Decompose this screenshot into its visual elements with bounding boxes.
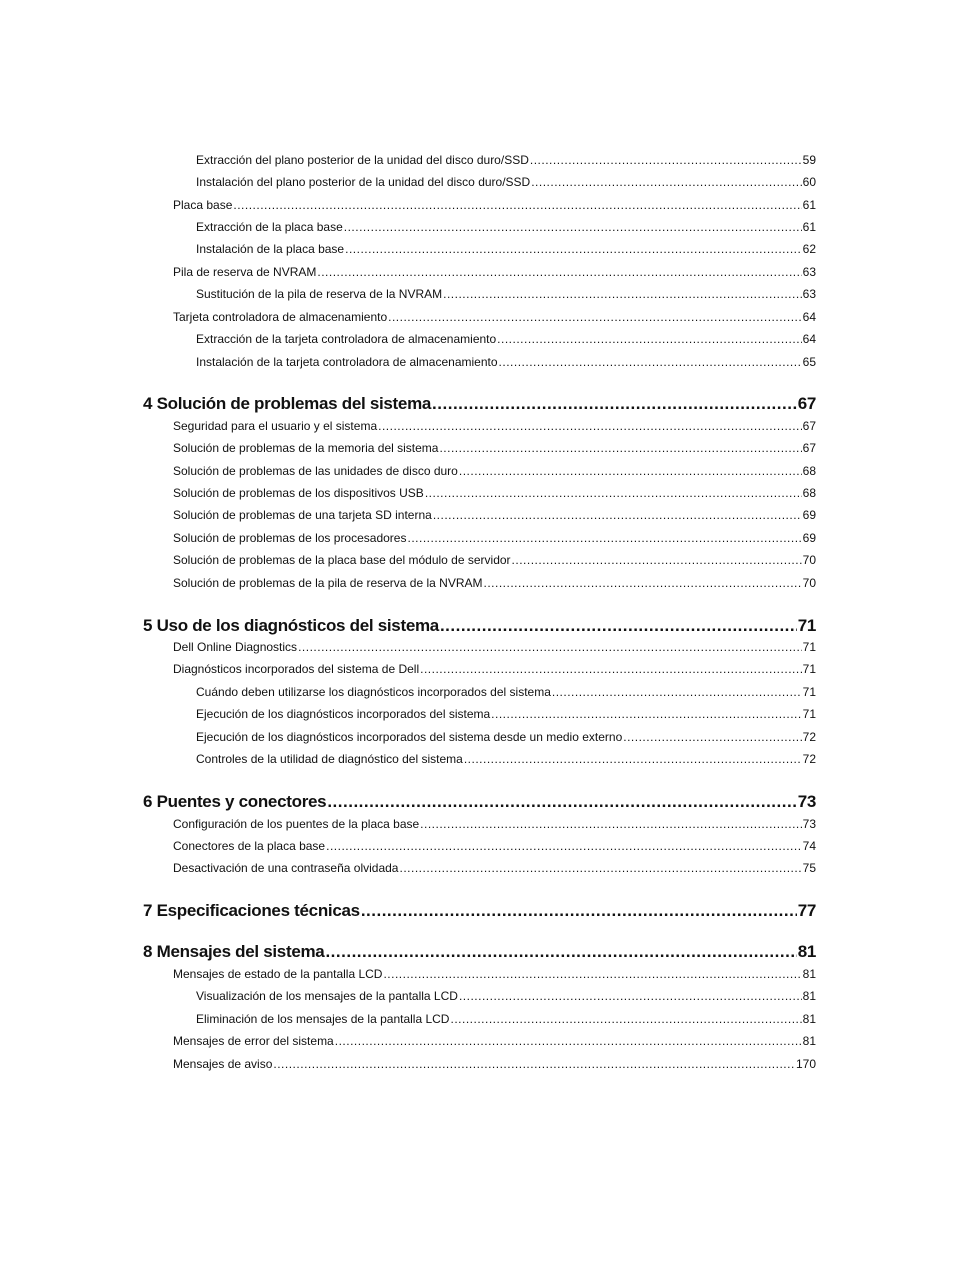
dot-leader — [531, 175, 801, 189]
toc-entry-page-number: 67 — [802, 419, 816, 433]
toc-entry-page-number: 81 — [802, 989, 816, 1003]
toc-entry-page-number: 62 — [802, 242, 816, 256]
toc-entry-page-number: 71 — [797, 616, 816, 635]
dot-leader — [345, 242, 802, 256]
toc-entry-page-number: 65 — [802, 355, 816, 369]
toc-entry-title: Extracción de la placa base — [196, 220, 343, 234]
toc-chapter-entry[interactable] — [143, 942, 816, 962]
toc-entry-page-number: 63 — [802, 287, 816, 301]
toc-entry[interactable] — [173, 1034, 816, 1048]
dot-leader — [425, 486, 802, 500]
toc-entry-title: Mensajes de aviso — [173, 1057, 273, 1071]
toc-entry[interactable] — [196, 332, 816, 346]
toc-entry-page-number: 71 — [802, 685, 816, 699]
dot-leader — [497, 332, 801, 346]
toc-entry[interactable] — [173, 861, 816, 875]
toc-entry-page-number: 73 — [797, 792, 816, 811]
toc-entry[interactable] — [196, 730, 816, 744]
toc-entry-page-number: 81 — [802, 1034, 816, 1048]
toc-entry[interactable] — [196, 175, 816, 189]
dot-leader — [499, 355, 802, 369]
dot-leader — [378, 419, 802, 433]
toc-entry[interactable] — [196, 989, 816, 1003]
toc-entry-page-number: 60 — [802, 175, 816, 189]
toc-entry[interactable] — [173, 531, 816, 545]
dot-leader — [440, 616, 797, 636]
toc-entry-title: Instalación de la tarjeta controladora de almacenamiento — [196, 355, 498, 369]
toc-entry-title: Controles de la utilidad de diagnóstico del sistema — [196, 752, 463, 766]
dot-leader — [420, 662, 802, 676]
toc-entry-page-number: 64 — [802, 310, 816, 324]
toc-entry[interactable] — [173, 967, 816, 981]
toc-entry-page-number: 72 — [802, 730, 816, 744]
toc-entry-title: Solución de problemas de la placa base del módulo de servidor — [173, 553, 511, 567]
toc-entry-page-number: 81 — [802, 967, 816, 981]
toc-entry-title: Diagnósticos incorporados del sistema de Dell — [173, 662, 420, 676]
toc-entry-title: Solución de problemas de la pila de reserva de la NVRAM — [173, 576, 483, 590]
dot-leader — [432, 394, 797, 414]
toc-entry[interactable] — [173, 310, 816, 324]
toc-entry[interactable] — [173, 419, 816, 433]
toc-entry-page-number: 68 — [802, 464, 816, 478]
dot-leader — [298, 640, 802, 654]
toc-entry-page-number: 61 — [802, 220, 816, 234]
toc-entry-title: Tarjeta controladora de almacenamiento — [173, 310, 388, 324]
toc-entry-page-number: 59 — [802, 153, 816, 167]
toc-entry[interactable] — [173, 839, 816, 853]
toc-entry-page-number: 77 — [797, 901, 816, 920]
dot-leader — [361, 901, 797, 921]
toc-entry-page-number: 71 — [802, 640, 816, 654]
dot-leader — [491, 707, 801, 721]
toc-entry-title: 4 Solución de problemas del sistema — [143, 394, 432, 413]
dot-leader — [530, 153, 802, 167]
toc-entry-page-number: 71 — [802, 707, 816, 721]
toc-entry[interactable] — [173, 662, 816, 676]
dot-leader — [552, 685, 802, 699]
toc-entry-title: Conectores de la placa base — [173, 839, 326, 853]
toc-entry-title: 6 Puentes y conectores — [143, 792, 327, 811]
toc-entry-title: Extracción de la tarjeta controladora de almacenamiento — [196, 332, 497, 346]
dot-leader — [484, 576, 802, 590]
dot-leader — [327, 792, 796, 812]
toc-entry[interactable] — [173, 198, 816, 212]
toc-entry-title: Solución de problemas de una tarjeta SD interna — [173, 508, 432, 522]
toc-entry-title: 5 Uso de los diagnósticos del sistema — [143, 616, 439, 635]
toc-entry[interactable] — [173, 553, 816, 567]
dot-leader — [407, 531, 801, 545]
dot-leader — [450, 1012, 801, 1026]
toc-chapter-entry[interactable] — [143, 792, 816, 812]
toc-entry-page-number: 71 — [802, 662, 816, 676]
dot-leader — [433, 508, 802, 522]
dot-leader — [388, 310, 802, 324]
dot-leader — [439, 441, 801, 455]
toc-entry[interactable] — [196, 707, 816, 721]
toc-entry-title: Solución de problemas de las unidades de disco duro — [173, 464, 458, 478]
toc-entry-page-number: 68 — [802, 486, 816, 500]
dot-leader — [459, 464, 802, 478]
toc-entry[interactable] — [173, 576, 816, 590]
toc-entry[interactable] — [173, 817, 816, 831]
toc-entry-title: Mensajes de error del sistema — [173, 1034, 334, 1048]
toc-entry-title: Cuándo deben utilizarse los diagnósticos incorporados del sistema — [196, 685, 551, 699]
toc-entry[interactable] — [196, 1012, 816, 1026]
toc-entry-page-number: 61 — [802, 198, 816, 212]
toc-entry[interactable] — [173, 1057, 816, 1071]
toc-entry-title: 7 Especificaciones técnicas — [143, 901, 360, 920]
toc-entry-page-number: 75 — [802, 861, 816, 875]
dot-leader — [383, 967, 801, 981]
toc-entry[interactable] — [196, 153, 816, 167]
toc-entry-page-number: 70 — [802, 553, 816, 567]
toc-entry-page-number: 170 — [795, 1057, 816, 1071]
toc-entry[interactable] — [196, 355, 816, 369]
dot-leader — [273, 1057, 795, 1071]
toc-entry-title: Mensajes de estado de la pantalla LCD — [173, 967, 383, 981]
toc-entry-page-number: 69 — [802, 531, 816, 545]
dot-leader — [325, 942, 796, 962]
dot-leader — [326, 839, 802, 853]
toc-chapter-entry[interactable] — [143, 616, 816, 636]
toc-entry-page-number: 69 — [802, 508, 816, 522]
toc-entry-page-number: 73 — [802, 817, 816, 831]
toc-entry-page-number: 63 — [802, 265, 816, 279]
toc-entry[interactable] — [173, 640, 816, 654]
toc-entry-page-number: 67 — [802, 441, 816, 455]
dot-leader — [420, 817, 801, 831]
toc-entry-title: Desactivación de una contraseña olvidada — [173, 861, 399, 875]
toc-entry[interactable] — [196, 752, 816, 766]
toc-entry[interactable] — [196, 287, 816, 301]
dot-leader — [233, 198, 801, 212]
toc-chapter-entry[interactable] — [143, 394, 816, 414]
dot-leader — [443, 287, 802, 301]
toc-entry-title: Eliminación de los mensajes de la pantalla LCD — [196, 1012, 450, 1026]
toc-entry-title: Ejecución de los diagnósticos incorporados del sistema desde un medio externo — [196, 730, 623, 744]
toc-chapter-entry[interactable] — [143, 901, 816, 921]
toc-entry[interactable] — [196, 242, 816, 256]
dot-leader — [335, 1034, 802, 1048]
toc-entry-title: Ejecución de los diagnósticos incorporados del sistema — [196, 707, 491, 721]
toc-entry-title: Instalación del plano posterior de la unidad del disco duro/SSD — [196, 175, 531, 189]
dot-leader — [317, 265, 801, 279]
toc-entry-title: Seguridad para el usuario y el sistema — [173, 419, 378, 433]
toc-entry-title: Sustitución de la pila de reserva de la NVRAM — [196, 287, 443, 301]
toc-entry[interactable] — [173, 508, 816, 522]
toc-entry-title: Configuración de los puentes de la placa base — [173, 817, 420, 831]
toc-entry-page-number: 81 — [802, 1012, 816, 1026]
dot-leader — [459, 989, 802, 1003]
toc-entry-title: Pila de reserva de NVRAM — [173, 265, 317, 279]
toc-entry-title: Solución de problemas de los dispositivos USB — [173, 486, 424, 500]
toc-entry-page-number: 72 — [802, 752, 816, 766]
toc-entry[interactable] — [196, 685, 816, 699]
toc-entry-title: Instalación de la placa base — [196, 242, 345, 256]
toc-entry-title: Solución de problemas de los procesadores — [173, 531, 407, 545]
toc-entry[interactable] — [173, 265, 816, 279]
toc-entry-title: Solución de problemas de la memoria del sistema — [173, 441, 439, 455]
toc-entry[interactable] — [173, 464, 816, 478]
toc-entry[interactable] — [196, 220, 816, 234]
toc-entry-page-number: 81 — [797, 942, 816, 961]
toc-entry-page-number: 64 — [802, 332, 816, 346]
toc-entry-page-number: 67 — [797, 394, 816, 413]
toc-entry-title: Dell Online Diagnostics — [173, 640, 298, 654]
dot-leader — [464, 752, 802, 766]
dot-leader — [399, 861, 801, 875]
toc-entry-page-number: 74 — [802, 839, 816, 853]
toc-entry-title: 8 Mensajes del sistema — [143, 942, 325, 961]
toc-entry-page-number: 70 — [802, 576, 816, 590]
toc-entry-title: Extracción del plano posterior de la unidad del disco duro/SSD — [196, 153, 529, 167]
toc-entry-title: Visualización de los mensajes de la pantalla LCD — [196, 989, 458, 1003]
toc-entry-title: Placa base — [173, 198, 233, 212]
dot-leader — [623, 730, 801, 744]
dot-leader — [344, 220, 802, 234]
dot-leader — [512, 553, 802, 567]
toc-entry[interactable] — [173, 441, 816, 455]
toc-entry[interactable] — [173, 486, 816, 500]
